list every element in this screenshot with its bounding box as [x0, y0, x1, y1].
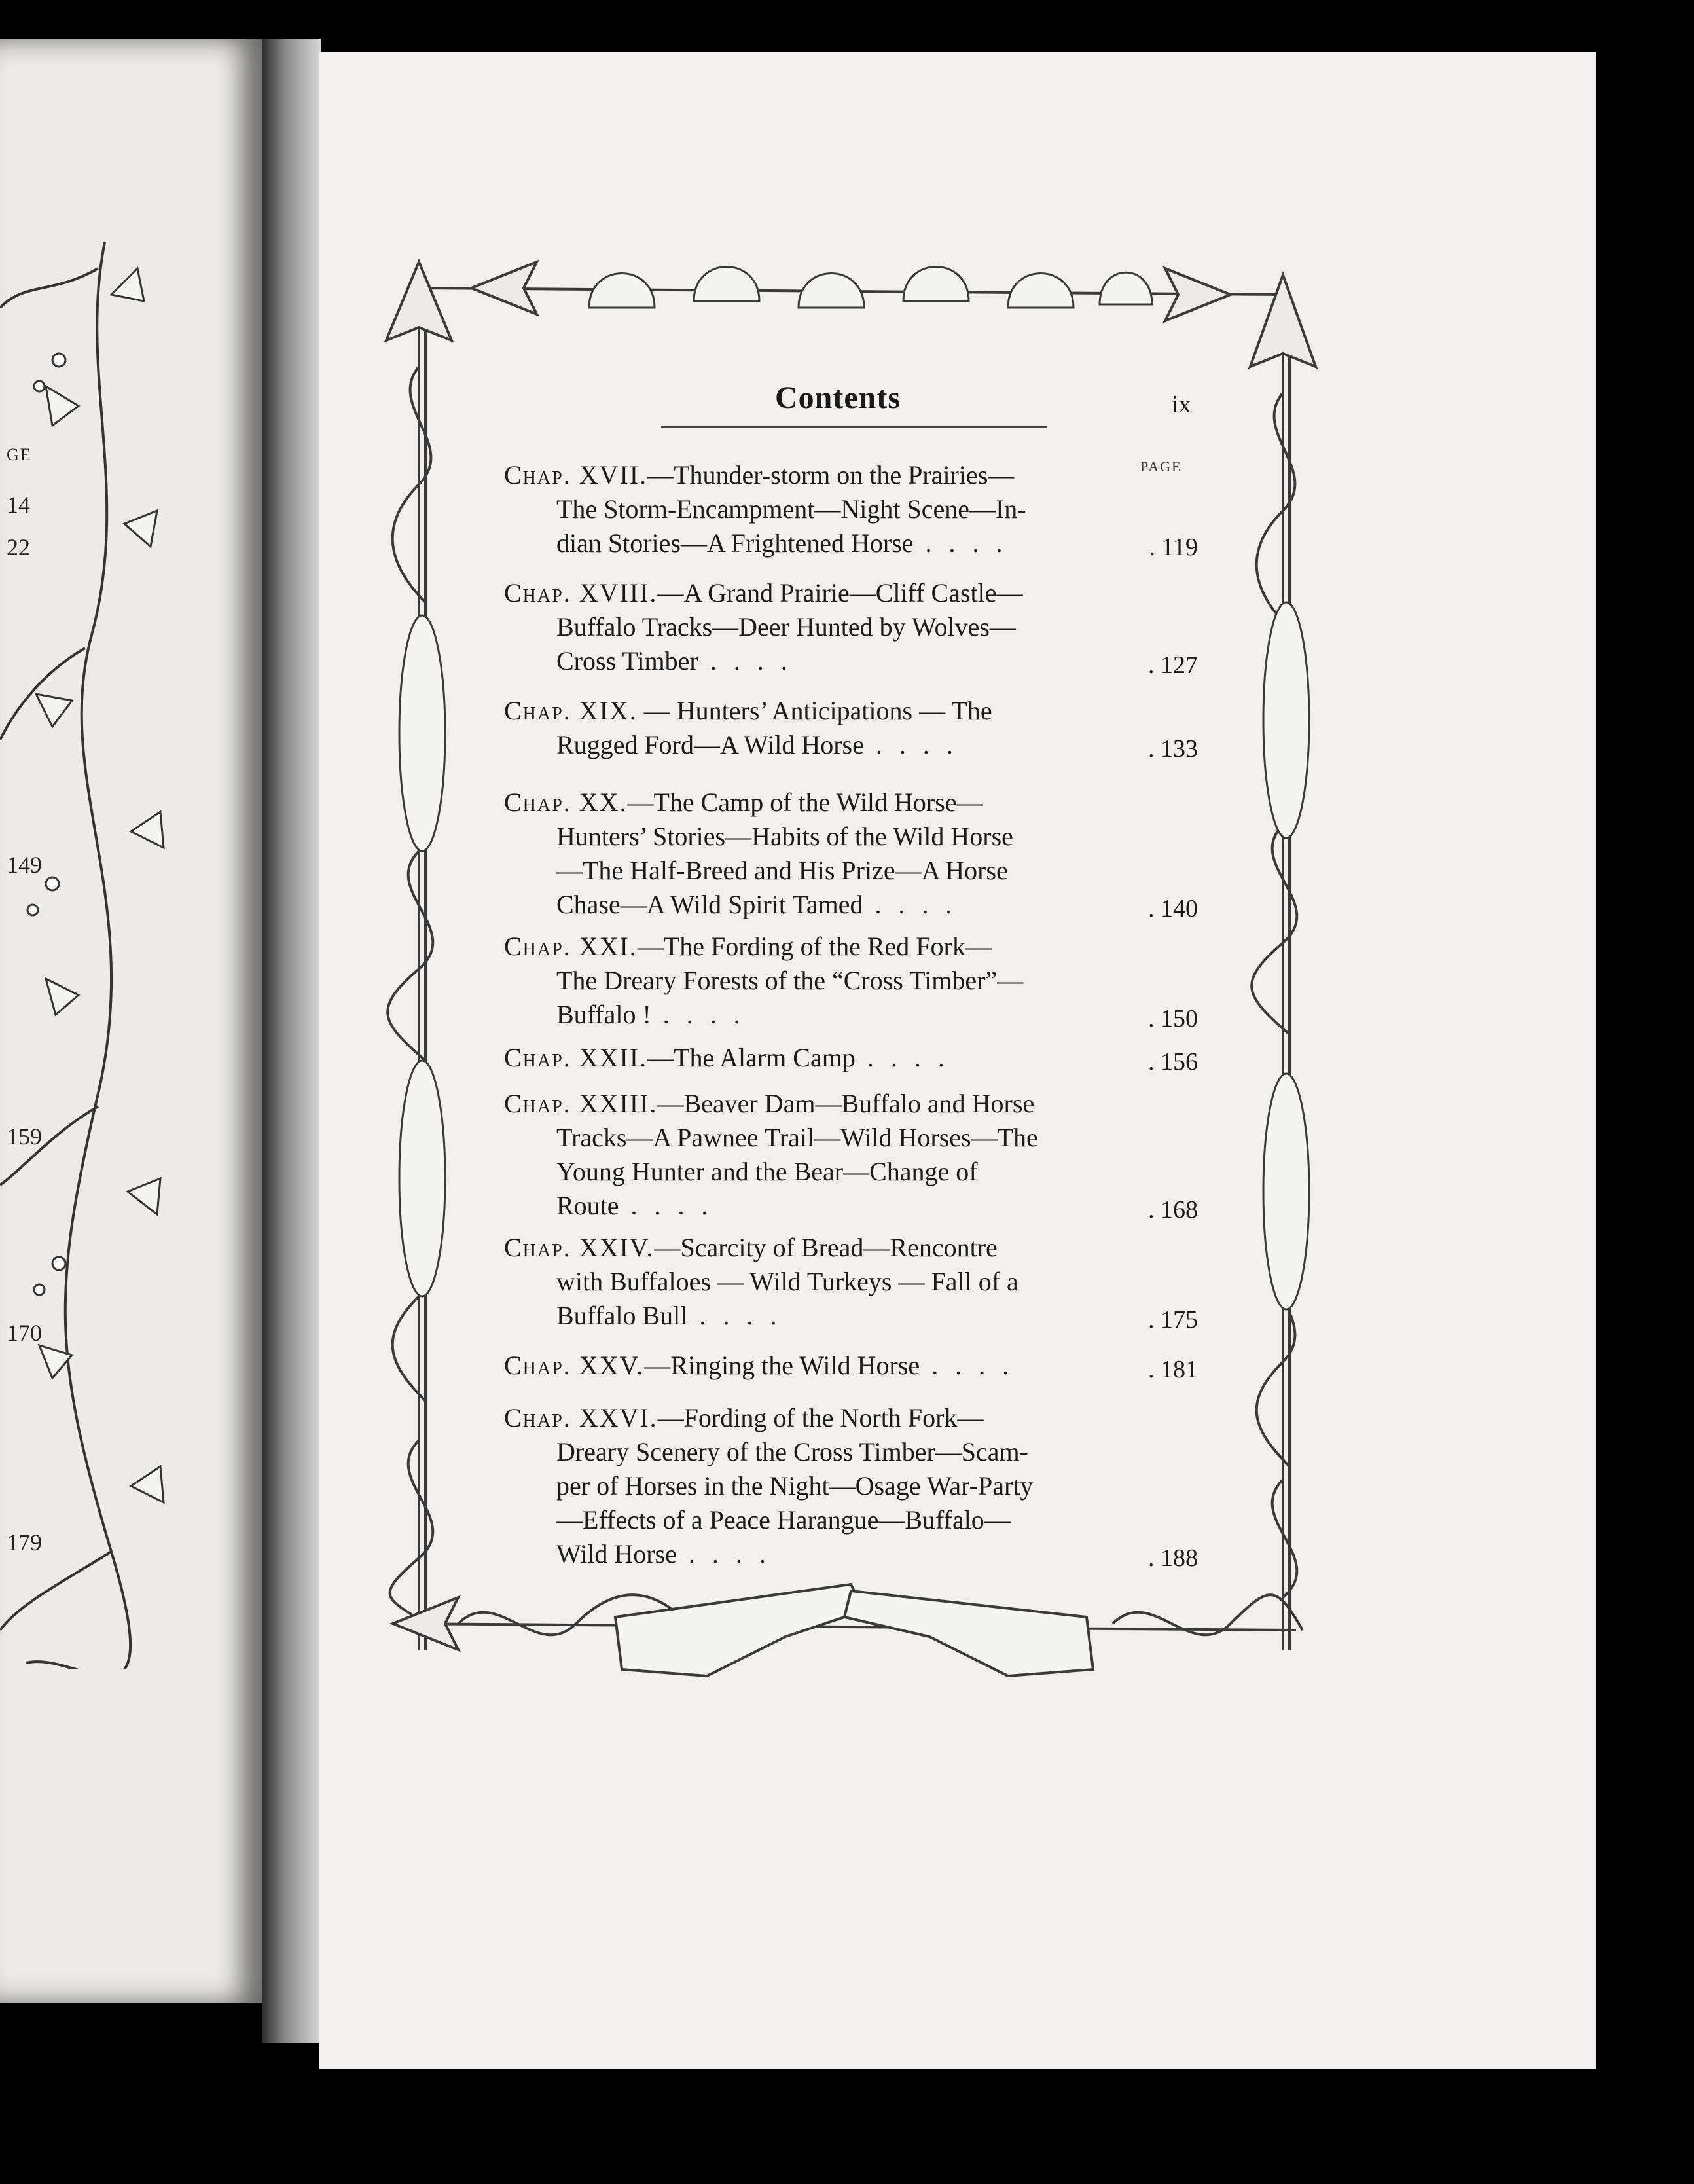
leader-dots: . . . .	[619, 1191, 713, 1220]
page-reference: . 150	[1148, 1005, 1198, 1032]
chapter-title-text: The Storm-Encampment—Night Scene—In-	[556, 494, 1026, 524]
chapter-title-text: Hunters’ Stories—Habits of the Wild Horse	[556, 822, 1013, 851]
toc-entry-line	[504, 1537, 1198, 1571]
toc-entry-line	[504, 1503, 1198, 1537]
chapter-title-text: per of Horses in the Night—Osage War-Party	[556, 1471, 1034, 1501]
page-reference: . 133	[1148, 735, 1198, 763]
leader-dots: . . . .	[651, 1000, 746, 1029]
chapter-number: Chap. XVII.	[504, 460, 648, 490]
chapter-number: Chap. XXIII.	[504, 1089, 658, 1118]
chapter-number: Chap. XXVI.	[504, 1403, 658, 1432]
page-reference: . 140	[1148, 895, 1198, 922]
page-reference: . 127	[1148, 651, 1198, 679]
toc-entry	[504, 930, 1198, 1032]
chapter-title-text: — Hunters’ Anticipations — The	[637, 696, 992, 725]
page-reference: . 181	[1148, 1356, 1198, 1383]
toc-entry-line	[504, 1349, 1198, 1383]
chapter-title-text: Buffalo Bull	[556, 1301, 688, 1330]
toc-entry-line	[504, 1087, 1198, 1121]
toc-entry-line	[504, 728, 1198, 762]
toc-entry-line	[504, 1231, 1198, 1265]
page-reference: . 188	[1148, 1544, 1198, 1572]
toc-entry	[504, 1231, 1198, 1333]
leader-dots: . . . .	[698, 646, 793, 676]
toc-entry-line	[504, 458, 1198, 492]
toc-entry	[504, 1087, 1198, 1223]
chapter-title-text: Chase—A Wild Spirit Tamed	[556, 890, 863, 919]
page-reference: . 119	[1149, 534, 1198, 561]
left-page-number: GE	[7, 445, 32, 464]
chapter-title-text: —Beaver Dam—Buffalo and Horse	[657, 1089, 1035, 1118]
title-rule	[661, 426, 1047, 428]
toc-entry-line	[504, 1121, 1198, 1155]
left-page-number: 14	[7, 492, 30, 518]
chapter-title-text: —Effects of a Peace Harangue—Buffalo—	[556, 1505, 1011, 1535]
book-gutter	[262, 39, 321, 2043]
toc-entry-line	[504, 1265, 1198, 1299]
toc-entry-line	[504, 1435, 1198, 1469]
page-reference: . 175	[1148, 1306, 1198, 1334]
left-page	[0, 39, 262, 2003]
chapter-title-text: Route	[556, 1191, 619, 1220]
chapter-title-text: dian Stories—A Frightened Horse	[556, 528, 914, 558]
toc-entry	[504, 786, 1198, 922]
toc-entry-line	[504, 694, 1198, 728]
toc-entry	[504, 1401, 1198, 1571]
chapter-number: Chap. XX.	[504, 788, 628, 817]
toc-entry-line	[504, 610, 1198, 644]
left-page-number: 22	[7, 534, 30, 560]
chapter-title-text: Buffalo Tracks—Deer Hunted by Wolves—	[556, 612, 1016, 642]
chapter-title-text: —Fording of the North Fork—	[657, 1403, 984, 1432]
toc-entry-line	[504, 930, 1198, 964]
chapter-title-text: Tracks—A Pawnee Trail—Wild Horses—The	[556, 1123, 1038, 1152]
toc-entry-line	[504, 1041, 1198, 1075]
toc-entry-line	[504, 644, 1198, 678]
toc-entry-line	[504, 1155, 1198, 1189]
left-page-number: 159	[7, 1123, 42, 1150]
chapter-title-text: —The Alarm Camp	[647, 1043, 856, 1072]
chapter-title-text: Wild Horse	[556, 1539, 677, 1569]
leader-dots: . . . .	[687, 1301, 782, 1330]
chapter-title-text: —A Grand Prairie—Cliff Castle—	[657, 578, 1023, 608]
left-page-number: 170	[7, 1320, 42, 1346]
page-reference: . 156	[1148, 1048, 1198, 1076]
chapter-number: Chap. XXII.	[504, 1043, 648, 1072]
toc-entry-line	[504, 854, 1198, 888]
leader-dots: . . . .	[855, 1043, 950, 1072]
toc-entry	[504, 458, 1198, 560]
chapter-title-text: Rugged Ford—A Wild Horse	[556, 730, 864, 759]
leader-dots: . . . .	[863, 730, 958, 759]
page-column-label: PAGE	[1140, 458, 1182, 475]
toc-entry	[504, 1349, 1198, 1383]
toc-entry-line	[504, 1401, 1198, 1435]
leader-dots: . . . .	[920, 1351, 1015, 1380]
chapter-title-text: —The Camp of the Wild Horse—	[627, 788, 983, 817]
left-page-number: 149	[7, 852, 42, 878]
chapter-number: Chap. XIX.	[504, 696, 638, 725]
leader-dots: . . . .	[676, 1539, 771, 1569]
toc-entry-line	[504, 964, 1198, 998]
toc-entry-line	[504, 786, 1198, 820]
toc-entry	[504, 576, 1198, 678]
leader-dots: . . . .	[863, 890, 958, 919]
chapter-title-text: Cross Timber	[556, 646, 698, 676]
chapter-title-text: —The Fording of the Red Fork—	[637, 932, 992, 961]
toc-entry-line	[504, 998, 1198, 1032]
toc-entry-line	[504, 888, 1198, 922]
chapter-title-text: —The Half-Breed and His Prize—A Horse	[556, 856, 1008, 885]
chapter-number: Chap. XXV.	[504, 1351, 645, 1380]
chapter-title-text: Dreary Scenery of the Cross Timber—Scam-	[556, 1437, 1028, 1466]
toc-entry-line	[504, 526, 1198, 560]
page-number: ix	[1172, 391, 1191, 418]
toc-entry-line	[504, 820, 1198, 854]
toc-entry-line	[504, 492, 1198, 526]
toc-entry-line	[504, 576, 1198, 610]
toc-entry	[504, 1041, 1198, 1075]
chapter-title-text: —Thunder-storm on the Prairies—	[647, 460, 1015, 490]
chapter-number: Chap. XXIV.	[504, 1233, 655, 1262]
toc-entry-line	[504, 1469, 1198, 1503]
toc-entry-line	[504, 1189, 1198, 1223]
left-page-number: 179	[7, 1529, 42, 1556]
chapter-number: Chap. XVIII.	[504, 578, 658, 608]
chapter-title-text: —Scarcity of Bread—Rencontre	[654, 1233, 998, 1262]
page-title: Contents	[774, 380, 901, 415]
chapter-title-text: with Buffaloes — Wild Turkeys — Fall of a	[556, 1267, 1018, 1296]
chapter-title-text: Buffalo !	[556, 1000, 651, 1029]
chapter-title-text: —Ringing the Wild Horse	[644, 1351, 920, 1380]
chapter-title-text: Young Hunter and the Bear—Change of	[556, 1157, 978, 1186]
chapter-title-text: The Dreary Forests of the “Cross Timber”—	[556, 966, 1024, 995]
toc-entry	[504, 694, 1198, 762]
page-reference: . 168	[1148, 1196, 1198, 1224]
chapter-number: Chap. XXI.	[504, 932, 638, 961]
toc-entry-line	[504, 1299, 1198, 1333]
leader-dots: . . . .	[913, 528, 1008, 558]
